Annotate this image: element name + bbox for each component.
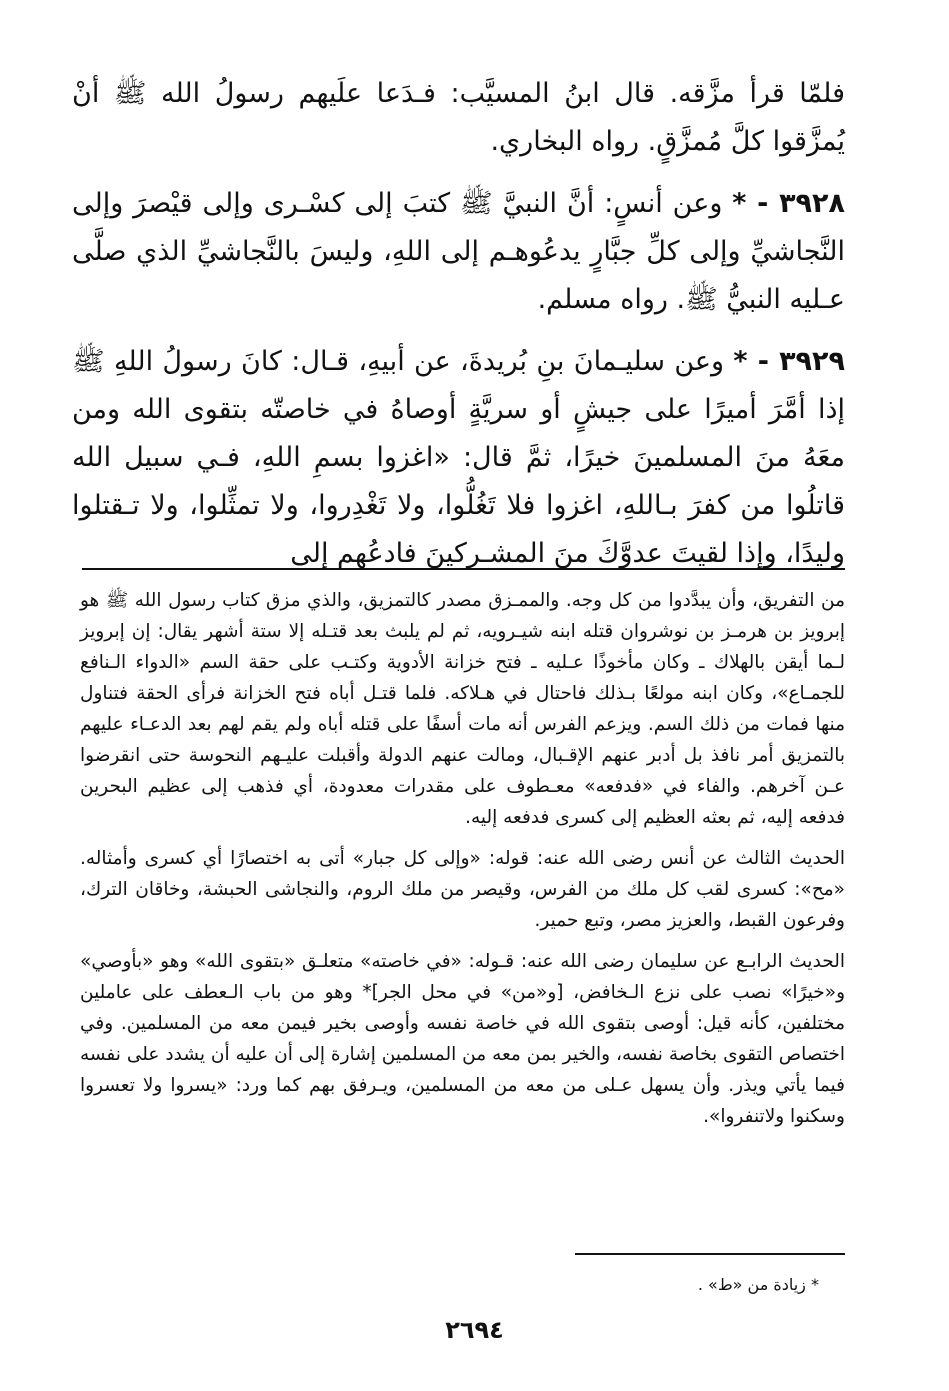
commentary-divider <box>82 568 845 570</box>
commentary-paragraph-1: من التفريق، وأن يبدَّدوا من كل وجه. والممـزق مصدر كالتمزيق، والذي مزق كتاب رسول الله ﷺ هو إبرويز بن هرمـز بن نوشروان قتله ابنه شيـرويه، ثم لم يلبث بعد قتـله إلا ستة أشهر يقال: إن إبرويز لـما أيقن بالهلاك ـ وكان مأخوذًا عـليه ـ فتح خزانة الأدوية وكتـب على حقة السم «الدواء الـنافع للجمـاع»، وكان ابنه مولعًا بـذلك فاحتال في هـلاكه. فلما قتـل أباه فتح الخزانة فرأى الحقة فتناول منها فمات من ذلك السم. ويزعم الفرس أنه مات أسفًا على قتله أباه ولم يقم لهم بعد الدعـاء عليهم بالتمزيق أمر نافذ بل أدبر عنهم الإقـبال، ومالت عنهم الدولة وأقبلت عليـهم النحوسة حتى انقرضوا عـن آخرهم. والفاء في «فدفعه» معـطوف على مقدرات معدودة، أي فذهب إلى عظيم البحرين فدفعه إليه، ثم بعثه العظيم إلى كسرى فدفعه إليه. <box>80 590 845 828</box>
hadith-number: ٣٩٢٨ - * <box>732 188 845 219</box>
commentary-paragraph-3: الحديث الرابـع عن سليمان رضى الله عنه: قـوله: «في خاصته» متعلـق «بتقوى الله» وهو «بأوصي» و«خيرًا» نصب على نزع الـخافض، [و«من» في محل الجر]* وهو من باب الـعطف على عاملين مختلفين، كأنه قيل: أوصى بتقوى الله في خاصة نفسه وأوصى بخير فيمن معه من المسلمين. وفي اختصاص التقوى بخاصة نفسه، والخير بمن معه من المسلمين إشارة إلى أن عليه أن يشدد على نفسه فيما يأتي ويذر. وأن يسهل عـلى من معه من المسلمين، ويـرفق بهم كما ورد: «يسروا ولا تعسروا وسكنوا ولاتنفروا». <box>80 951 845 1127</box>
main-text <box>72 70 845 592</box>
footnote: * زيادة من «ط» . <box>697 1275 819 1294</box>
page-number: ٢٦٩٤ <box>445 1316 504 1344</box>
hadith-number: ٣٩٢٩ - * <box>733 346 845 377</box>
footnote-divider <box>575 1253 845 1255</box>
commentary-text <box>80 585 845 1142</box>
hadith-3929 <box>72 338 845 578</box>
hadith-3928 <box>72 180 845 324</box>
main-paragraph-1: فلمّا قرأ مزَّقه. قال ابنُ المسيَّب: فـدَعا علَيهم رسولُ الله ﷺ أنْ يُمزَّقوا كلَّ مُمزَّقٍ. رواه البخاري. <box>72 78 845 157</box>
commentary-paragraph-2: الحديث الثالث عن أنس رضى الله عنه: قوله: «وإلى كل جبار» أتى به اختصارًا أي كسرى وأمثاله. «مح»: كسرى لقب كل ملك من الفرس، وقيصر من ملك الروم، والنجاشى الحبشة، وخاقان الترك، وفرعون القبط، والعزيز مصر، وتبع حمير. <box>80 848 845 931</box>
hadith-text: وعن أنسٍ: أنَّ النبيَّ ﷺ كتبَ إلى كسْـرى وإلى قيْصرَ وإلى النَّجاشيِّ وإلى كلِّ جبَّارٍ يدعُوهـم إلى اللهِ، وليسَ بالنَّجاشيِّ الذي صلَّى عـليه النبيُّ ﷺ. رواه مسلم. <box>72 188 845 315</box>
hadith-text: وعن سليـمانَ بنِ بُريدةَ، عن أبيهِ، قـال: كانَ رسولُ اللهِ ﷺ إذا أمَّرَ أميرًا على جيشٍ أو سريَّةٍ أوصاهُ في خاصتّه بتقوى الله ومن معَهُ منَ المسلمينَ خيرًا، ثمَّ قال: «اغزوا بسمِ اللهِ، فـي سبيل الله قاتلُوا من كفرَ بـاللهِ، اغزوا فلا تَغُلُّوا، ولا تَغْدِروا، ولا تمثِّلوا، ولا تـقتلوا وليدًا، وإذا لقيتَ عدوَّكَ منَ المشـركينَ فادعُهم إلى <box>72 346 845 569</box>
